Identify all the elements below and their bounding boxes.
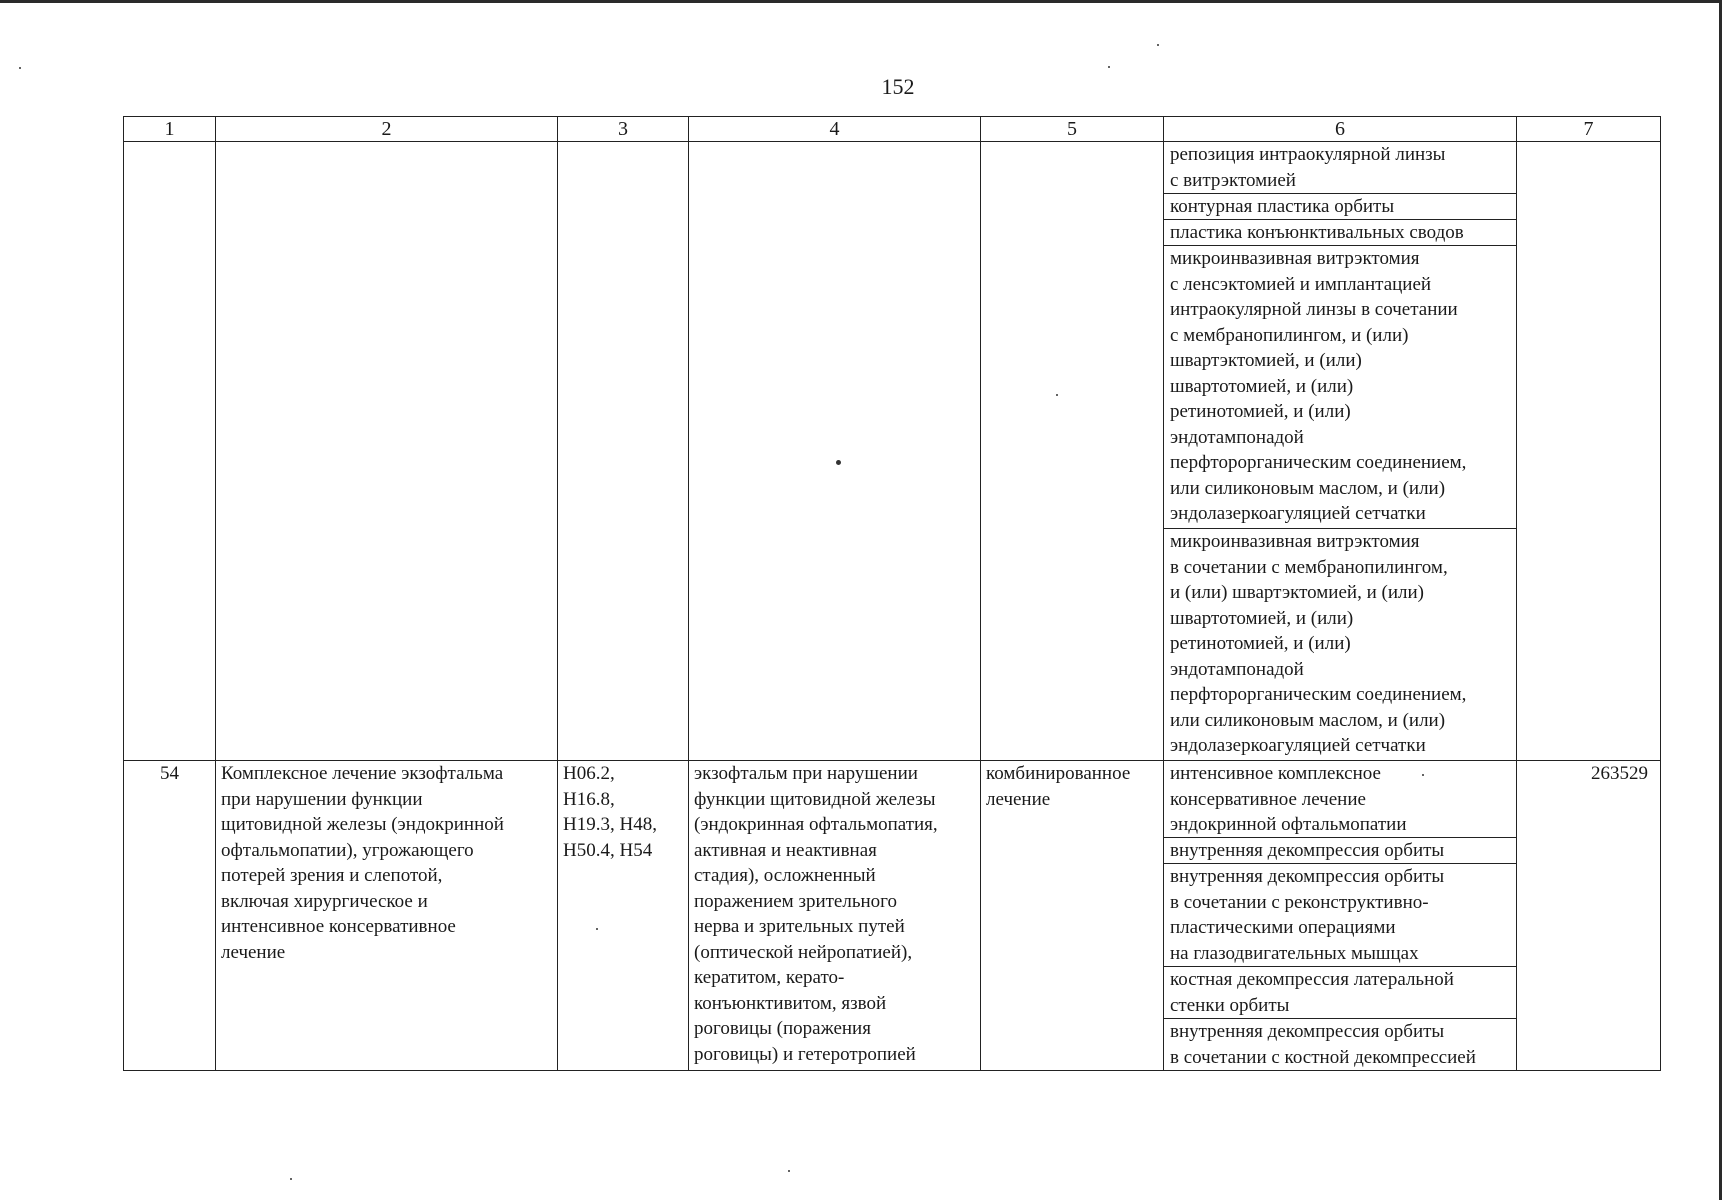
cost-value: 263529 (1517, 761, 1661, 1071)
column-header-5: 5 (981, 117, 1164, 142)
treatment-type: комбинированное лечение (981, 761, 1164, 1071)
method-item: микроинвазивная витрэктомия в сочетании с мембранопилингом, и (или) швартэктомией, и (или) швартотомией, и (или) ретинотомией, и (или) эндотампонадой перфторорганическим соединением, или силиконовым маслом, и (или) эндолазеркоагуляцией сетчатки (1170, 531, 1467, 756)
method-item: внутренняя декомпрессия орбиты в сочетании с реконструктивно- пластическими операциями на глазодвигательных мышцах (1164, 864, 1516, 967)
column-header-7: 7 (1517, 117, 1661, 142)
scan-speck (1056, 394, 1058, 396)
method-item: контурная пластика орбиты (1164, 194, 1516, 220)
scan-edge-top (0, 0, 1722, 3)
scan-speck (1157, 44, 1159, 46)
header-row (124, 117, 1661, 142)
column-header-2: 2 (216, 117, 558, 142)
continuation-methods-cell (1164, 142, 1517, 761)
scan-speck (836, 460, 841, 465)
diagnosis-codes: H06.2, H16.8, H19.3, H48, H50.4, H54 (558, 761, 689, 1071)
scan-speck (19, 67, 21, 69)
continuation-cost-cell (1517, 142, 1661, 761)
scan-speck (788, 1170, 790, 1172)
page-number: 152 (881, 74, 915, 99)
method-item: репозиция интраокулярной линзы с витрэктомией (1164, 142, 1516, 194)
scan-speck (596, 928, 598, 930)
row-number: 54 (124, 761, 216, 1071)
treatment-methods-cell (1164, 761, 1517, 1071)
column-header-6: 6 (1164, 117, 1517, 142)
method-item: внутренняя декомпрессия орбиты в сочетании с костной декомпрессией (1170, 1021, 1476, 1068)
method-item: микроинвазивная витрэктомия с ленсэктомией и имплантацией интраокулярной линзы в сочетании с мембранопилингом, и (или) швартэктомией, и (или) швартотомией, и (или) ретинотомией, и (или) эндотампонадой перфторорганическим соединением, или силиконовым маслом, и (или) эндолазеркоагуляцией сетчатки (1164, 246, 1516, 529)
column-header-4: 4 (689, 117, 981, 142)
treatment-table (123, 116, 1661, 1071)
method-item: интенсивное комплексное консервативное лечение эндокринной офтальмопатии (1164, 761, 1516, 838)
continuation-number-cell (124, 142, 216, 761)
continuation-codes-cell (558, 142, 689, 761)
method-item: костная декомпрессия латеральной стенки орбиты (1164, 967, 1516, 1019)
continuation-type-cell (981, 142, 1164, 761)
column-header-3: 3 (558, 117, 689, 142)
treatment-name: Комплексное лечение экзофтальма при нарушении функции щитовидной железы (эндокринной офтальмопатии), угрожающего потерей зрения и слепотой, включая хирургическое и интенсивное консервативное лечение (216, 761, 558, 1071)
scan-speck (290, 1178, 292, 1180)
method-item: внутренняя декомпрессия орбиты (1164, 838, 1516, 864)
scan-speck (1422, 774, 1424, 776)
method-item: пластика конъюнктивальных сводов (1164, 220, 1516, 246)
scan-speck (1108, 66, 1110, 68)
continuation-row (124, 142, 1661, 761)
table-row-54 (124, 761, 1661, 1071)
continuation-name-cell (216, 142, 558, 761)
column-header-1: 1 (124, 117, 216, 142)
patient-model: экзофтальм при нарушении функции щитовидной железы (эндокринная офтальмопатия, активная и неактивная стадия), осложненный поражением зрительного нерва и зрительных путей (оптической нейропатией), кератитом, керато- конъюнктивитом, язвой роговицы (поражения роговицы) и гетеротропией (689, 761, 981, 1071)
continuation-model-cell (689, 142, 981, 761)
